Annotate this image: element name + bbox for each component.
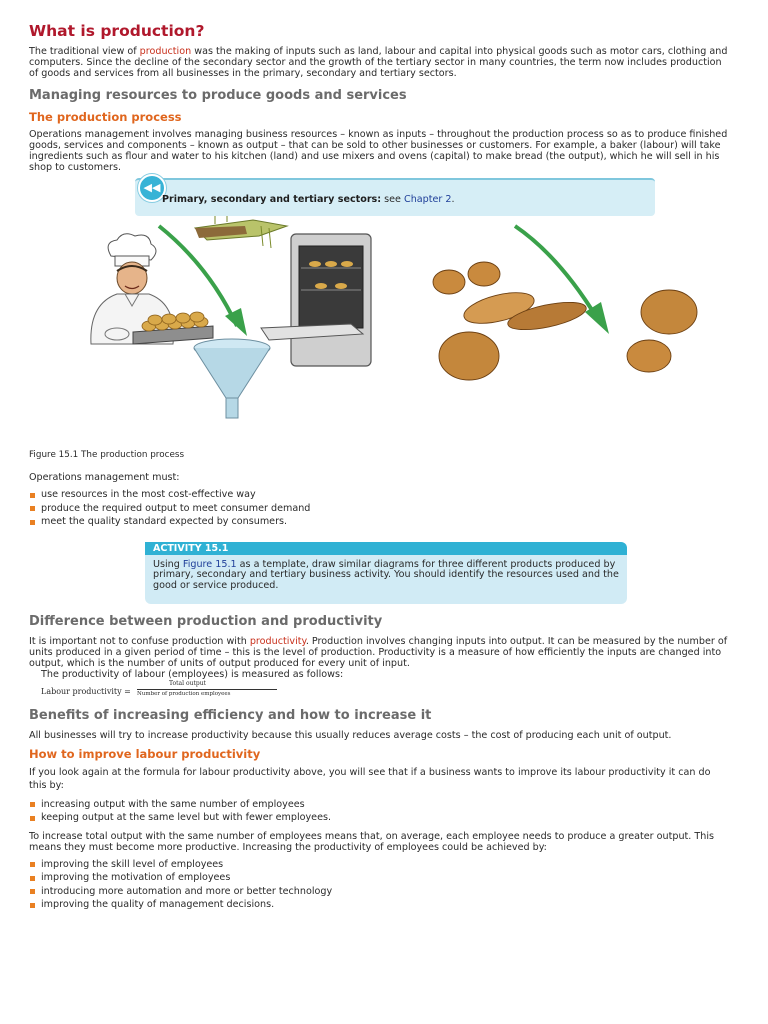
- figure-15-1-link[interactable]: Figure 15.1: [182, 558, 237, 570]
- keyword-productivity: productivity: [249, 635, 306, 647]
- list-item: increasing output with the same number of employees: [29, 798, 729, 812]
- production-vs-productivity-paragraph: [29, 636, 729, 669]
- crossref-bold: Primary, secondary and tertiary sectors:: [162, 194, 382, 205]
- list-item: use resources in the most cost-effective way: [29, 488, 729, 502]
- improve-paragraph: If you look again at the formula for labour productivity above, you will see that if a business wants to improve its labour productivity it can do this by:: [29, 766, 711, 791]
- increase-output-paragraph: To increase total output with the same number of employees means that, on average, each employee needs to produce a greater output. This means they must become more productive. Increasing the productivity of employees could be achieved by:: [29, 830, 715, 853]
- improve-bullet-list: [29, 798, 729, 825]
- crossref-box: [135, 178, 655, 216]
- list-item: improving the skill level of employees: [29, 858, 729, 872]
- section-heading-managing-resources: Managing resources to produce goods and services: [29, 88, 407, 103]
- activity-body: [153, 560, 623, 592]
- list-item: improving the quality of management decisions.: [29, 898, 729, 912]
- intro-text-2: was the making of inputs such as land, labour and capital into physical goods such as motor cars, clothing and computers. Since the decline of the secondary sector and the growth of the tertiary sector in many countries, the term now includes production of goods and services from all businesses in the primary, secondary and tertiary sectors.: [29, 46, 728, 79]
- list-item: meet the quality standard expected by consumers.: [29, 515, 729, 529]
- production-process-paragraph: Operations management involves managing business resources – known as inputs – throughout the production process so as to produce finished goods, services and components – known as output – that can be sold to other businesses or customers. For example, a baker (labour) will take ingredients such as flour and water to his kitchen (land) and use mixers and ovens (capital) to make bread (the output), which he will sell in his shop to customers.: [29, 129, 728, 173]
- formula-intro: The productivity of labour (employees) is measured as follows:: [41, 668, 344, 680]
- crossref-text: [162, 194, 455, 205]
- intro-paragraph: [29, 46, 729, 79]
- benefits-paragraph: All businesses will try to increase productivity because this usually reduces average costs – the cost of producing each unit of output.: [29, 729, 672, 741]
- subheading-improve-labour-productivity: How to improve labour productivity: [29, 746, 261, 761]
- back-arrow-icon: ◀◀: [138, 174, 166, 202]
- fraction-line: [137, 689, 277, 690]
- ops-intro: Operations management must:: [29, 472, 180, 483]
- chapter-2-link[interactable]: Chapter 2: [404, 194, 452, 205]
- activity-text-1: Using: [153, 558, 183, 570]
- keyword-production: production: [139, 46, 192, 57]
- figure-caption: Figure 15.1 The production process: [29, 450, 185, 460]
- funnel-illustration: [194, 339, 270, 418]
- production-process-figure: [29, 216, 729, 448]
- formula-denominator: Number of production employees: [137, 690, 231, 697]
- list-item: keeping output at the same level but with fewer employees.: [29, 811, 729, 825]
- section-heading-benefits: Benefits of increasing efficiency and how to increase it: [29, 707, 432, 723]
- land-illustration: [195, 216, 287, 248]
- list-item: produce the required output to meet consumer demand: [29, 502, 729, 516]
- baker-illustration: [91, 234, 213, 344]
- list-item: introducing more automation and more or better technology: [29, 885, 729, 899]
- achieve-bullet-list: [29, 858, 729, 912]
- ops-bullet-list: [29, 488, 729, 529]
- productivity-text-1: It is important not to confuse production with: [29, 635, 250, 647]
- page: [29, 22, 729, 912]
- activity-tag: ACTIVITY 15.1: [145, 542, 627, 555]
- section-heading-production-vs-productivity: Difference between production and productivity: [29, 613, 383, 629]
- page-title: What is production?: [29, 22, 205, 40]
- list-item: improving the motivation of employees: [29, 871, 729, 885]
- figure-illustration: [29, 216, 729, 448]
- productivity-text-2: . Production involves changing inputs into output. It can be measured by the number of units produced in a given period of time – this is the level of production. Productivity is a measure of how efficiently the inputs are changed into output, which is the number of units of output produced for every unit of input.: [29, 635, 728, 669]
- intro-text-1: The traditional view of: [29, 46, 140, 57]
- formula-numerator: Total output: [169, 679, 206, 687]
- oven-illustration: [261, 234, 371, 366]
- subheading-production-process: The production process: [29, 110, 182, 124]
- labour-productivity-formula: [29, 680, 729, 703]
- bread-illustration: [433, 262, 697, 380]
- crossref-see: see: [381, 194, 405, 205]
- activity-text-2: as a template, draw similar diagrams for three different products produced by primary, secondary and tertiary business activity. You should identify the resources used and the good or service produced.: [153, 558, 619, 591]
- crossref-end: .: [451, 194, 455, 205]
- activity-box: [145, 542, 627, 604]
- formula-label: Labour productivity =: [41, 686, 131, 696]
